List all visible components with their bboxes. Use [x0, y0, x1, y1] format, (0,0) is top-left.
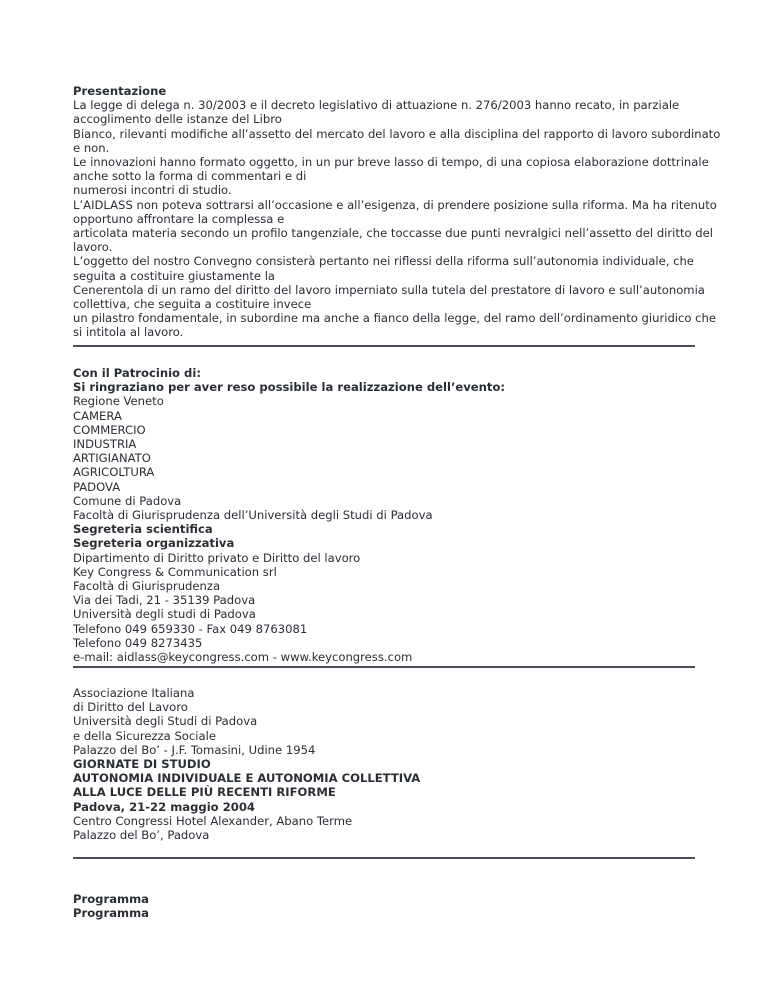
segreteria-organizzativa-heading: Segreteria organizzativa [73, 536, 235, 551]
paragraph-line: un pilastro fondamentale, in subordine ma anche a fianco della legge, del ramo dell’ordinamento giuridico che [73, 311, 717, 326]
contact-line: Università degli studi di Padova [73, 607, 256, 622]
paragraph-line: e non. [73, 140, 110, 155]
sponsor-item: AGRICOLTURA [73, 465, 155, 480]
venue-line: Centro Congressi Hotel Alexander, Abano Terme [73, 813, 353, 828]
associazione-section [73, 686, 703, 842]
paragraph-line: Cenerentola di un ramo del diritto del lavoro imperniato sulla tutela del prestatore di lavoro e sull’autonomia [73, 282, 705, 297]
sponsor-item: PADOVA [73, 479, 121, 494]
association-line: Palazzo del Bo’ - J.F. Tomasini, Udine 1954 [73, 742, 316, 757]
presentazione-section [73, 84, 721, 340]
event-title-line: GIORNATE DI STUDIO [73, 757, 211, 772]
association-line: e della Sicurezza Sociale [73, 728, 216, 743]
contact-line: Via dei Tadi, 21 - 35139 Padova [73, 593, 256, 608]
venue-line: Palazzo del Bo’, Padova [73, 828, 210, 843]
association-line: Associazione Italiana [73, 686, 195, 700]
sponsor-item: CAMERA [73, 408, 122, 423]
event-title-line: ALLA LUCE DELLE PIÙ RECENTI RIFORME [73, 785, 336, 800]
programma-heading: Programma [73, 906, 150, 921]
paragraph-line: accoglimento delle istanze del Libro [73, 112, 282, 127]
thanks-heading: Si ringraziano per aver reso possibile la realizzazione dell’evento: [73, 380, 506, 395]
paragraph-line: Le innovazioni hanno formato oggetto, in un pur breve lasso di tempo, di una copiosa elaborazione dottrinale [73, 155, 709, 170]
sponsor-item: ARTIGIANATO [73, 451, 151, 466]
event-date: Padova, 21-22 maggio 2004 [73, 799, 255, 814]
contact-line: Facoltà di Giurisprudenza [73, 579, 221, 594]
patrocinio-heading: Con il Patrocinio di: [73, 366, 201, 380]
association-line: Università degli Studi di Padova [73, 714, 258, 729]
paragraph-line: articolata materia secondo un profilo tangenziale, che toccasse due punti nevralgici nell’assetto del diritto del [73, 226, 713, 241]
paragraph-line: La legge di delega n. 30/2003 e il decreto legislativo di attuazione n. 276/2003 hanno recato, in parziale [73, 98, 680, 113]
sponsor-item: Regione Veneto [73, 394, 164, 409]
paragraph-line: si intitola al lavoro. [73, 325, 184, 340]
paragraph-line: L’AIDLASS non poteva sottrarsi all’occasione e all’esigenza, di prendere posizione sulla riforma. Ma ha ritenuto [73, 197, 717, 212]
segreteria-scientifica-heading: Segreteria scientifica [73, 522, 213, 537]
contact-line: Telefono 049 8273435 [73, 635, 203, 650]
contact-email-web: e-mail: aidlass@keycongress.com - www.keycongress.com [73, 650, 413, 665]
paragraph-line: collettiva, che seguita a costituire invece [73, 297, 312, 312]
paragraph-line: opportuno affrontare la complessa e [73, 211, 285, 226]
patrocinio-section [73, 366, 703, 664]
section-divider [73, 345, 695, 347]
contact-line: Key Congress & Communication srl [73, 564, 277, 579]
presentazione-heading: Presentazione [73, 84, 167, 98]
paragraph-line: numerosi incontri di studio. [73, 183, 232, 198]
sponsor-item: Facoltà di Giurisprudenza dell’Università degli Studi di Padova [73, 508, 433, 523]
paragraph-line: lavoro. [73, 240, 113, 255]
event-title-line: AUTONOMIA INDIVIDUALE E AUTONOMIA COLLETTIVA [73, 771, 421, 786]
association-line: di Diritto del Lavoro [73, 700, 188, 715]
programma-heading: Programma [73, 892, 150, 906]
paragraph-line: Bianco, rilevanti modifiche all’assetto del mercato del lavoro e alla disciplina del rapporto di lavoro subordinato [73, 126, 721, 141]
sponsor-item: INDUSTRIA [73, 437, 137, 452]
paragraph-line: L’oggetto del nostro Convegno consisterà pertanto nei riflessi della riforma sull’autonomia individuale, che [73, 254, 694, 269]
contact-line: Telefono 049 659330 - Fax 049 8763081 [73, 621, 308, 636]
section-divider [73, 857, 695, 859]
sponsor-item: Comune di Padova [73, 493, 182, 508]
paragraph-line: anche sotto la forma di commentari e di [73, 169, 307, 184]
paragraph-line: seguita a costituire giustamente la [73, 268, 276, 283]
section-divider [73, 666, 695, 668]
programma-section [73, 892, 703, 920]
sponsor-item: COMMERCIO [73, 422, 146, 437]
contact-line: Dipartimento di Diritto privato e Diritto del lavoro [73, 550, 361, 565]
